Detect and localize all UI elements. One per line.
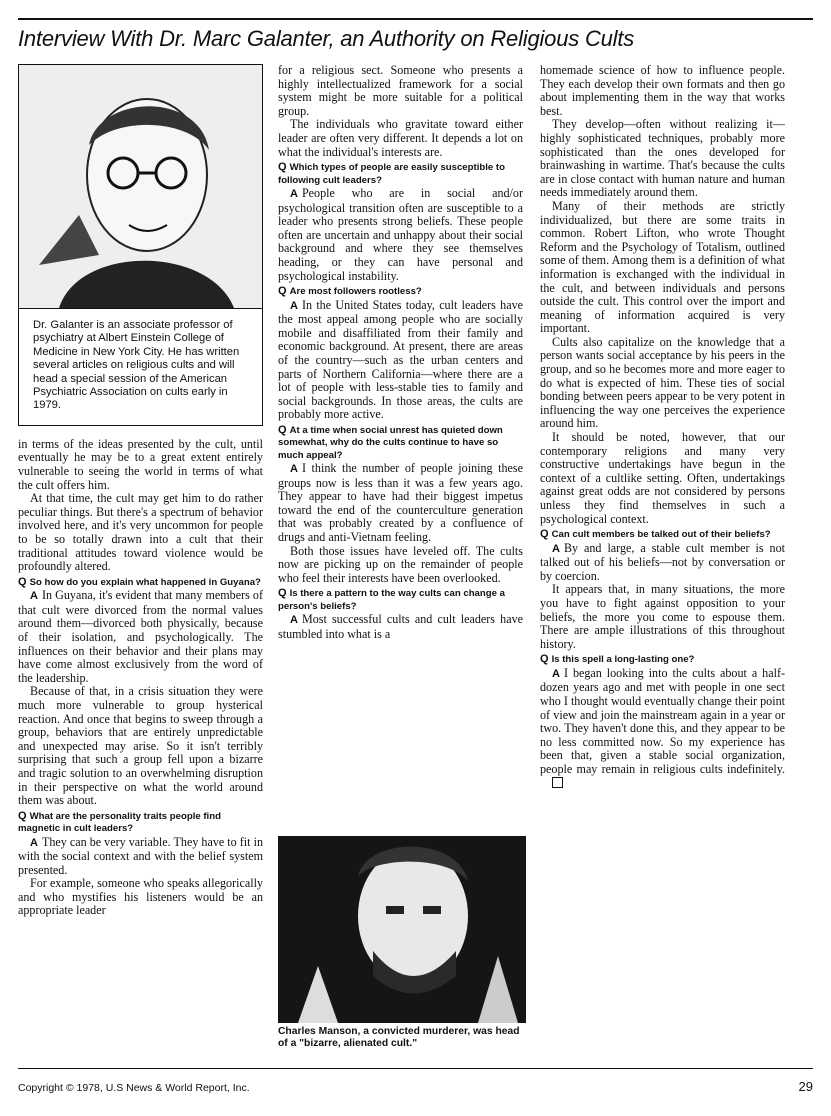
column-2-body xyxy=(278,64,523,641)
question-text: Can cult members be talked out of their beliefs? xyxy=(551,529,771,541)
question-text: Is this spell a long-lasting one? xyxy=(551,654,695,666)
manson-photo xyxy=(278,836,526,1023)
answer-paragraph xyxy=(18,836,263,878)
author-photo-caption: Dr. Galanter is an associate professor of psychiatry at Albert Einstein College of Medicine in New York City. He has written several articles on religious cults and will head a special session of the American Psychiatric Association on cults early in 1979. xyxy=(33,319,240,412)
body-paragraph xyxy=(18,438,263,492)
body-paragraph xyxy=(540,431,785,526)
answer-marker: A xyxy=(290,187,298,200)
answer-paragraph xyxy=(540,667,785,790)
column-2 xyxy=(278,64,523,641)
answer-marker: A xyxy=(552,667,560,680)
body-paragraph xyxy=(540,64,785,118)
answer-marker: A xyxy=(290,614,298,627)
column-3-body xyxy=(540,64,785,790)
answer-paragraph xyxy=(278,299,523,422)
question-marker: Q xyxy=(18,809,27,822)
question xyxy=(540,653,785,666)
paragraph-text: People who are in social and/or psychological transition often are susceptible to a leader who presents strong beliefs. These people often are uncertain and unhappy about their social background and where they see themselves heading, or they can have personal and psychological instability. xyxy=(278,185,523,283)
paragraph-text: Because of that, in a crisis situation they were much more vulnerable to group hysterical reaction. And once that begins to sweep through a group, behaviors that are entirely unpredictable and unexpected may arise. So it isn't terribly surprising that such a group fell upon a bizarre and tragic solution to an overwhelming disruption in their perspective on what the world around them was about. xyxy=(18,684,263,808)
column-1-body xyxy=(18,438,263,918)
question xyxy=(540,528,785,541)
bottom-rule xyxy=(18,1068,813,1069)
paragraph-text: In Guyana, it's evident that many members of that cult were divorced from the normal values around them—divorced both physically, because of their isolation, and psychologically. The influences on their behavior and their plans may have come almost exclusively from the word of the leadership. xyxy=(18,588,263,685)
answer-marker: A xyxy=(552,542,560,555)
paragraph-text: In the United States today, cult leaders have the most appeal among people who are socially mobile and disaffiliated from their family and economic background. At present, there are areas of the country—such as the urban centers and parts of Northern California—where there are a lot of people with less-stable ties to family and social backgrounds. In those areas, the cults are probably more active. xyxy=(278,297,523,422)
body-paragraph xyxy=(278,118,523,159)
answer-marker: A xyxy=(30,836,38,849)
question-marker: Q xyxy=(278,423,287,436)
paragraph-text: For example, someone who speaks allegorically and who mystifies his listeners would be an appropriate leader xyxy=(18,876,263,918)
body-paragraph xyxy=(278,545,523,586)
body-paragraph xyxy=(540,200,785,336)
question-marker: Q xyxy=(278,587,287,600)
question-marker: Q xyxy=(278,285,287,298)
question-text: At a time when social unrest has quieted down somewhat, why do the cults continue to have so much appeal? xyxy=(278,424,503,461)
manson-photo-caption: Charles Manson, a convicted murderer, was head of a "bizarre, alienated cult." xyxy=(278,1026,520,1050)
question-marker: Q xyxy=(278,161,287,174)
paragraph-text: for a religious sect. Someone who presents a highly intellectualized framework for a social system might be more suitable for a political group. xyxy=(278,63,523,118)
answer-marker: A xyxy=(30,590,38,603)
page-number: 29 xyxy=(798,1079,813,1094)
column-3 xyxy=(540,64,785,790)
paragraph-text: Cults also capitalize on the knowledge that a person wants social acceptance by his peers in the group, and so he becomes more and more eager to do what is expected of him. These ties of social bonding between peers appear to be very potent in influencing the way one perceives the experience around him. xyxy=(540,334,785,431)
answer-paragraph xyxy=(18,589,263,685)
answer-paragraph xyxy=(540,542,785,584)
question xyxy=(278,285,523,298)
body-paragraph xyxy=(540,583,785,651)
question-text: Which types of people are easily susceptible to following cult leaders? xyxy=(278,162,505,186)
question-marker: Q xyxy=(18,575,27,588)
paragraph-text: I began looking into the cults about a half-dozen years ago and met with people in one sect who I thought would eventually change their point of view and join the mainstream again in a year or two. They haven't done this, and they appear to be no less committed now. So my experience has been that, given a stable social organization, people may remain in religious cults indefinitely. xyxy=(540,665,785,776)
end-mark-icon xyxy=(552,777,563,788)
question-text: What are the personality traits people find magnetic in cult leaders? xyxy=(18,810,221,835)
question-marker: Q xyxy=(540,528,549,541)
paragraph-text: Most successful cults and cult leaders have stumbled into what is a xyxy=(278,612,523,641)
paragraph-text: They develop—often without realizing it—highly sophisticated techniques, probably more sophisticated than the ones developed for brainwashing in wartime. That's because the cults are in close contact with human nature and human needs immediately around them. xyxy=(540,117,785,200)
answer-paragraph xyxy=(278,462,523,545)
body-paragraph xyxy=(278,64,523,118)
question xyxy=(278,587,523,613)
paragraph-text: It appears that, in many situations, the more you have to fight against opposition to your beliefs, the more you come to espouse them. There are ample illustrations of this throughout history. xyxy=(540,582,785,651)
paragraph-text: At that time, the cult may get him to do rather peculiar things. But there's a spectrum of behavior involved here, and it's very uncommon for people to be so totally drawn into a cult that their traditional attitudes toward violence would be profoundly altered. xyxy=(18,491,263,574)
body-paragraph xyxy=(18,492,263,574)
column-1 xyxy=(18,64,263,918)
paragraph-text: They can be very variable. They have to fit in with the social context and with the belief system presented. xyxy=(18,834,263,877)
paragraph-text: By and large, a stable cult member is not talked out of his beliefs—not by conversation or by coercion. xyxy=(540,540,785,583)
body-paragraph xyxy=(18,877,263,918)
question-marker: Q xyxy=(540,653,549,666)
answer-marker: A xyxy=(290,299,298,312)
author-photo-box xyxy=(18,64,263,426)
question xyxy=(18,576,263,589)
copyright-notice: Copyright © 1978, U.S News & World Report, Inc. xyxy=(18,1082,250,1094)
question xyxy=(278,161,523,187)
answer-marker: A xyxy=(290,463,298,476)
answer-paragraph xyxy=(278,613,523,641)
body-paragraph xyxy=(540,118,785,200)
paragraph-text: It should be noted, however, that our contemporary religions and many very constructive undertakings have begun in the context of a cultlike setting. Often, undertakings against great odds are not considered by persons unless they find themselves in such a psychological context. xyxy=(540,430,785,526)
paragraph-text: in terms of the ideas presented by the cult, until eventually he may be to a great extent entirely vulnerable to seeing the world in terms of what the cult offers him. xyxy=(18,436,263,492)
question-text: Is there a pattern to the way cults can change a person's beliefs? xyxy=(278,588,505,612)
paragraph-text: The individuals who gravitate toward either leader are often very different. It depends a lot on what the individual's interests are. xyxy=(278,117,523,159)
top-rule xyxy=(18,18,813,20)
question-text: So how do you explain what happened in Guyana? xyxy=(29,576,261,588)
answer-paragraph xyxy=(278,187,523,283)
body-paragraph xyxy=(18,685,263,807)
paragraph-text: homemade science of how to influence people. They each develop their own formats and then go about implementing them in the way that works best. xyxy=(540,63,785,118)
paragraph-text: Both those issues have leveled off. The cults now are picking up on the remainder of people who feel their interests have been overlooked. xyxy=(278,543,523,585)
paragraph-text: Many of their methods are strictly individualized, but there are some traits in common. Robert Lifton, who wrote Thought Reform and the Psychology of Totalism, outlined some of them. Among them is a definition of what information is exchanged with the individual in the cult, and between individuals and persons outside the cult. This control over the import and meaning of information acquired is very important. xyxy=(540,198,785,336)
paragraph-text: I think the number of people joining these groups now is less than it was a few years ago. They appear to have had their biggest impetus toward the end of the counterculture generation that was probably created by a confluence of drugs and anti-Vietnam feeling. xyxy=(278,461,523,545)
article-headline: Interview With Dr. Marc Galanter, an Authority on Religious Cults xyxy=(18,26,635,51)
question-text: Are most followers rootless? xyxy=(289,286,422,298)
author-photo xyxy=(19,65,262,309)
body-paragraph xyxy=(540,336,785,431)
question xyxy=(278,424,523,462)
question xyxy=(18,810,263,836)
